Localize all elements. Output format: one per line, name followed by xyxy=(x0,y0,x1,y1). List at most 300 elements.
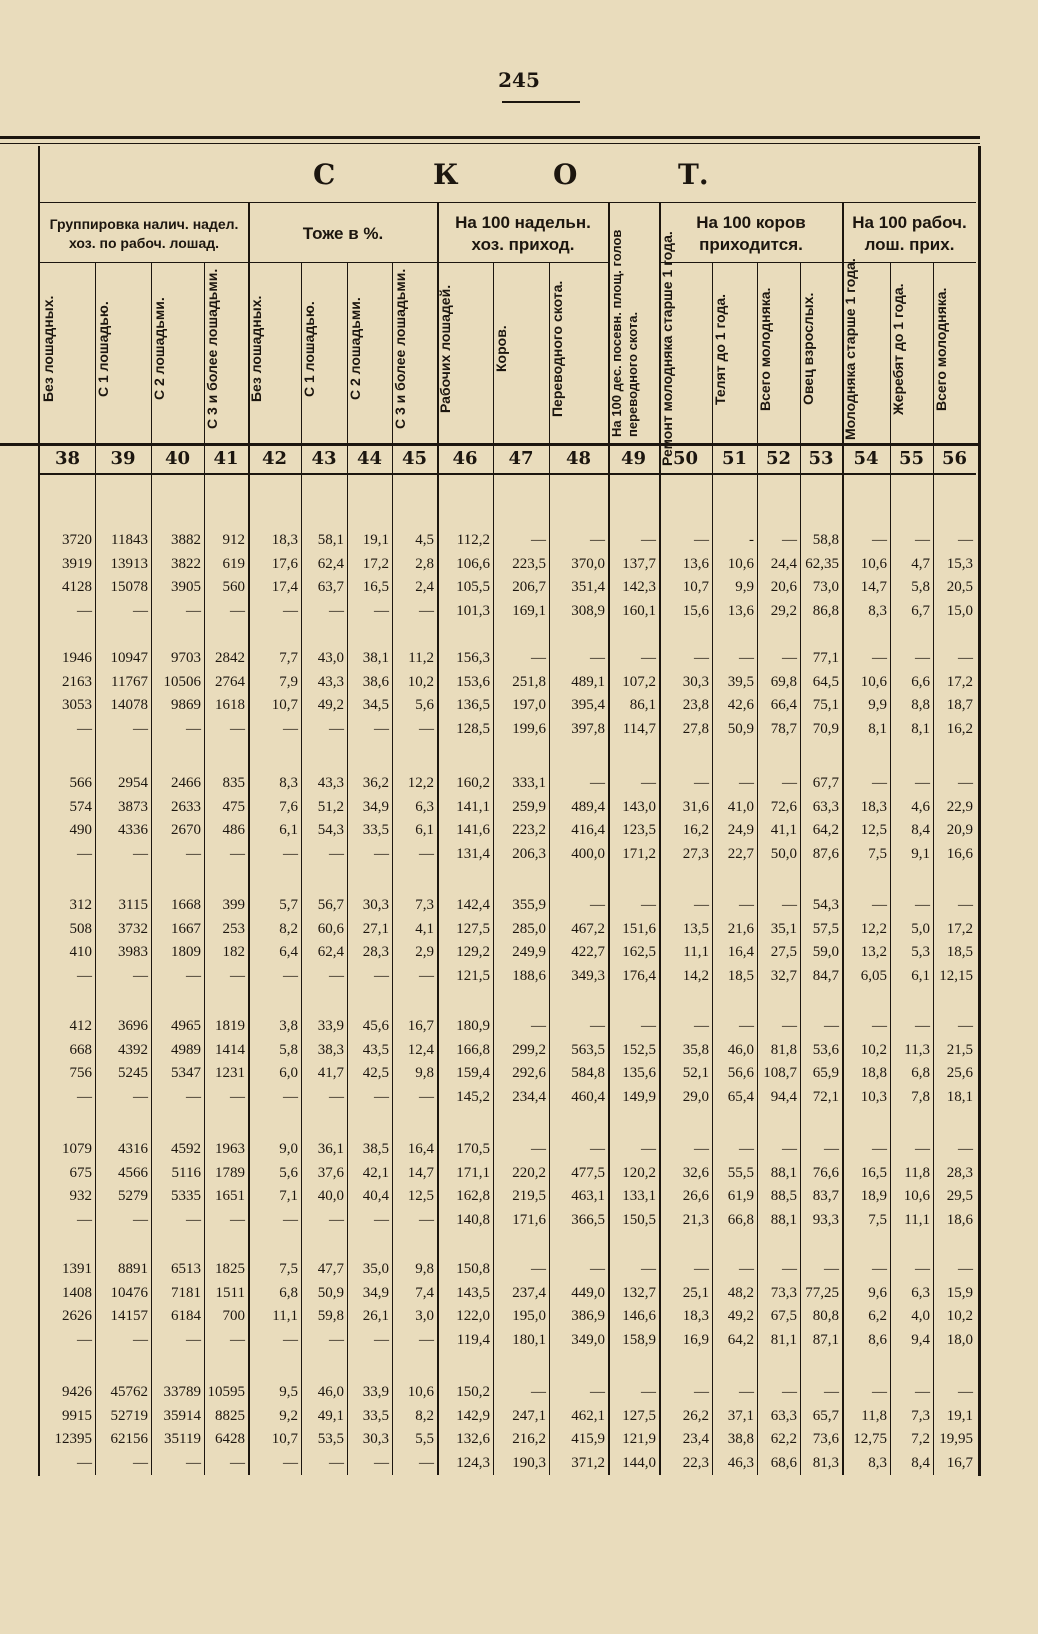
table-cell: 25,6 xyxy=(946,1065,973,1081)
table-cell: — xyxy=(374,1454,389,1471)
table-cell: — xyxy=(915,775,930,791)
table-cell: 912 xyxy=(222,532,245,548)
table-cell: — xyxy=(77,1331,92,1348)
table-cell: 180,9 xyxy=(456,1018,490,1034)
table-cell: 141,1 xyxy=(456,798,490,815)
table-cell: — xyxy=(590,650,605,666)
table-cell: 29,2 xyxy=(770,602,797,619)
table-cell: 8,4 xyxy=(911,822,930,838)
table-cell: 259,9 xyxy=(512,798,546,815)
table-cell: 416,4 xyxy=(571,822,605,838)
table-cell: 43,5 xyxy=(362,1041,389,1058)
table-cell: 21,3 xyxy=(682,1211,709,1228)
group-header-per-100-holdings: На 100 надельн. хоз. приход. xyxy=(438,203,608,263)
table-cell: 35,0 xyxy=(362,1261,389,1277)
table-cell: 463,1 xyxy=(571,1188,605,1204)
table-cell: 12395 xyxy=(54,1431,92,1447)
table-cell: 133,1 xyxy=(622,1188,656,1204)
table-cell: 18,3 xyxy=(860,798,887,815)
table-cell: 87,6 xyxy=(812,845,839,862)
column-number: 38 xyxy=(54,448,81,469)
table-cell: 1651 xyxy=(215,1188,245,1204)
column-header-50: Ремонт молодняка старше 1 года. xyxy=(659,231,675,467)
table-cell: — xyxy=(133,967,148,984)
table-cell: — xyxy=(283,1454,298,1471)
table-cell: 18,0 xyxy=(946,1331,973,1348)
table-cell: 142,9 xyxy=(456,1407,490,1424)
column-header-47: Коров. xyxy=(493,325,509,373)
table-cell: 12,2 xyxy=(860,920,887,937)
table-cell: 7,3 xyxy=(911,1407,930,1424)
table-cell: — xyxy=(419,967,434,984)
table-cell: 10506 xyxy=(163,673,201,690)
column-number: 52 xyxy=(765,448,792,469)
group-header-grouping: Группировка налич. надел. хоз. по рабоч. лошад. xyxy=(40,203,248,263)
column-number: 50 xyxy=(672,448,699,469)
table-cell: — xyxy=(531,1384,546,1400)
table-cell: — xyxy=(782,775,797,791)
table-cell: 14,7 xyxy=(860,579,887,595)
table-cell: 50,0 xyxy=(770,845,797,862)
table-cell: 36,1 xyxy=(317,1141,344,1157)
table-cell: 55,5 xyxy=(727,1164,754,1181)
table-cell: — xyxy=(958,897,973,913)
table-cell: 17,2 xyxy=(946,920,973,937)
table-cell: 7,7 xyxy=(279,650,298,666)
table-cell: 43,3 xyxy=(317,673,344,690)
table-cell: — xyxy=(77,1454,92,1471)
table-cell: 49,1 xyxy=(317,1407,344,1424)
table-cell: 34,9 xyxy=(362,1284,389,1301)
table-cell: 21,6 xyxy=(727,920,754,937)
table-cell: 668 xyxy=(69,1041,92,1058)
table-cell: — xyxy=(374,602,389,619)
table-cell: 251,8 xyxy=(512,673,546,690)
table-cell: 16,7 xyxy=(407,1018,434,1034)
top-rule xyxy=(0,136,980,139)
table-cell: 11843 xyxy=(111,532,148,548)
table-cell: 190,3 xyxy=(512,1454,546,1471)
table-cell: 3873 xyxy=(118,798,148,815)
table-cell: 5,7 xyxy=(279,897,298,913)
table-cell: 65,7 xyxy=(812,1407,839,1424)
table-cell: 1825 xyxy=(215,1261,245,1277)
table-cell: 1618 xyxy=(215,697,245,713)
table-cell: 9,2 xyxy=(279,1407,298,1424)
table-cell: 22,3 xyxy=(682,1454,709,1471)
column-header-53: Овец взрослых. xyxy=(800,292,816,406)
table-cell: — xyxy=(374,967,389,984)
column-header-40: С 2 лошадьми. xyxy=(151,297,167,401)
table-cell: 38,6 xyxy=(362,673,389,690)
column-header-52: Всего молодняка. xyxy=(757,287,773,411)
table-cell: 66,8 xyxy=(727,1211,754,1228)
table-cell: 131,4 xyxy=(456,845,490,862)
table-cell: — xyxy=(782,1141,797,1157)
table-cell: 39,5 xyxy=(727,673,754,690)
table-cell: 56,6 xyxy=(727,1065,754,1081)
column-number: 43 xyxy=(311,448,337,469)
table-cell: 10,7 xyxy=(271,697,298,713)
table-cell: 19,1 xyxy=(946,1407,973,1424)
table-cell: 50,9 xyxy=(727,720,754,737)
table-cell: 16,9 xyxy=(682,1331,709,1348)
table-cell: 162,5 xyxy=(622,944,656,960)
table-cell: 13,5 xyxy=(682,920,709,937)
table-cell: — xyxy=(419,1211,434,1228)
table-cell: 68,6 xyxy=(770,1454,797,1471)
table-cell: — xyxy=(283,602,298,619)
table-cell: 77,25 xyxy=(805,1284,839,1301)
table-cell: — xyxy=(133,1088,148,1105)
table-cell: 206,7 xyxy=(512,579,546,595)
table-cell: — xyxy=(824,1141,839,1157)
table-cell: — xyxy=(782,1261,797,1277)
table-cell: 4592 xyxy=(171,1141,201,1157)
table-cell: 1667 xyxy=(171,920,201,937)
table-cell: — xyxy=(77,602,92,619)
table-cell: 13,6 xyxy=(682,555,709,572)
table-cell: 247,1 xyxy=(512,1407,546,1424)
table-cell: — xyxy=(329,602,344,619)
table-cell: 6,8 xyxy=(279,1284,298,1301)
table-cell: 145,2 xyxy=(456,1088,490,1105)
table-cell: 3,8 xyxy=(279,1018,298,1034)
table-cell: 67,7 xyxy=(812,775,839,791)
table-cell: 355,9 xyxy=(512,897,546,913)
table-cell: 574 xyxy=(69,798,92,815)
table-cell: 69,8 xyxy=(770,673,797,690)
table-cell: 81,3 xyxy=(812,1454,839,1471)
table-cell: 10,7 xyxy=(271,1431,298,1447)
table-cell: 10,6 xyxy=(860,673,887,690)
table-cell: — xyxy=(694,650,709,666)
table-cell: 17,2 xyxy=(362,555,389,572)
column-header-38: Без лошадных. xyxy=(40,295,56,403)
table-cell: 6,1 xyxy=(911,967,930,984)
column-number: 44 xyxy=(356,448,383,469)
table-cell: 3696 xyxy=(118,1018,148,1034)
table-cell: 38,5 xyxy=(362,1141,389,1157)
table-cell: 160,2 xyxy=(456,775,490,791)
table-cell: 5245 xyxy=(118,1065,148,1081)
table-cell: 9869 xyxy=(171,697,201,713)
table-cell: — xyxy=(824,1384,839,1400)
table-cell: 17,2 xyxy=(946,673,973,690)
group-header-per-100-cows: На 100 коров приходится. xyxy=(660,203,842,263)
table-cell: 20,5 xyxy=(946,579,973,595)
table-cell: — xyxy=(872,897,887,913)
table-cell: 13,2 xyxy=(860,944,887,960)
table-cell: 19,95 xyxy=(939,1431,973,1447)
column-header-44: С 2 лошадьми. xyxy=(347,297,363,401)
table-cell: — xyxy=(133,1454,148,1471)
table-cell: 24,4 xyxy=(770,555,797,572)
table-cell: 176,4 xyxy=(622,967,656,984)
table-cell: 16,5 xyxy=(362,579,389,595)
table-cell: 9,9 xyxy=(868,697,887,713)
table-cell: 34,9 xyxy=(362,798,389,815)
title-letter: К xyxy=(433,158,459,191)
table-cell: 64,5 xyxy=(812,673,839,690)
table-cell: 508 xyxy=(69,920,92,937)
table-cell: 7,1 xyxy=(279,1188,298,1204)
table-cell: 18,5 xyxy=(727,967,754,984)
table-cell: 6,05 xyxy=(860,967,887,984)
table-cell: 151,6 xyxy=(622,920,656,937)
table-cell: 399 xyxy=(222,897,245,913)
table-cell: 72,1 xyxy=(812,1088,839,1105)
table-cell: 4392 xyxy=(118,1041,148,1058)
table-cell: 23,8 xyxy=(682,697,709,713)
table-cell: 16,5 xyxy=(860,1164,887,1181)
table-cell: 10,2 xyxy=(407,673,434,690)
table-cell: — xyxy=(872,532,887,548)
table-cell: — xyxy=(419,1454,434,1471)
table-cell: 1963 xyxy=(215,1141,245,1157)
table-cell: 58,1 xyxy=(317,532,344,548)
table-cell: 9703 xyxy=(171,650,201,666)
table-cell: 4965 xyxy=(171,1018,201,1034)
table-cell: 105,5 xyxy=(456,579,490,595)
table-cell: 3822 xyxy=(171,555,201,572)
table-cell: 566 xyxy=(69,775,92,791)
column-number: 42 xyxy=(261,448,288,469)
table-cell: — xyxy=(186,720,201,737)
table-cell: 3919 xyxy=(62,555,92,572)
table-cell: 253 xyxy=(222,920,245,937)
table-cell: — xyxy=(590,1261,605,1277)
table-cell: 13,6 xyxy=(727,602,754,619)
table-cell: — xyxy=(329,1331,344,1348)
table-cell: 3732 xyxy=(118,920,148,937)
table-cell: 4336 xyxy=(118,822,148,838)
table-cell: 59,0 xyxy=(812,944,839,960)
table-cell: — xyxy=(374,1211,389,1228)
table-cell: 33,9 xyxy=(317,1018,344,1034)
table-cell: — xyxy=(590,775,605,791)
table-cell: 410 xyxy=(69,944,92,960)
table-cell: 10,3 xyxy=(860,1088,887,1105)
table-cell: 8,3 xyxy=(868,602,887,619)
table-cell: — xyxy=(329,1211,344,1228)
table-cell: — xyxy=(531,650,546,666)
table-cell: 150,5 xyxy=(622,1211,656,1228)
table-cell: 5,6 xyxy=(415,697,434,713)
table-cell: 6,3 xyxy=(911,1284,930,1301)
table-cell: 46,0 xyxy=(727,1041,754,1058)
table-cell: 370,0 xyxy=(571,555,605,572)
table-cell: 171,2 xyxy=(622,845,656,862)
table-cell: 53,6 xyxy=(812,1041,839,1058)
table-cell: 400,0 xyxy=(571,845,605,862)
table-cell: — xyxy=(419,1331,434,1348)
table-cell: 2,9 xyxy=(415,944,434,960)
table-cell: 3905 xyxy=(171,579,201,595)
table-cell: — xyxy=(374,1331,389,1348)
table-cell: 88,5 xyxy=(770,1188,797,1204)
table-cell: 349,3 xyxy=(571,967,605,984)
table-cell: 8,1 xyxy=(868,720,887,737)
table-cell: 12,4 xyxy=(407,1041,434,1058)
table-cell: 18,9 xyxy=(860,1188,887,1204)
table-cell: 5347 xyxy=(171,1065,201,1081)
table-cell: 1668 xyxy=(171,897,201,913)
table-cell: 18,3 xyxy=(682,1308,709,1324)
table-cell: 2,8 xyxy=(415,555,434,572)
table-cell: 124,3 xyxy=(456,1454,490,1471)
table-cell: 700 xyxy=(222,1308,245,1324)
table-cell: 60,6 xyxy=(317,920,344,937)
table-cell: — xyxy=(958,1141,973,1157)
table-cell: 26,1 xyxy=(362,1308,389,1324)
table-cell: 41,0 xyxy=(727,798,754,815)
table-cell: 10,6 xyxy=(727,555,754,572)
table-cell: 8,4 xyxy=(911,1454,930,1471)
table-cell: 18,8 xyxy=(860,1065,887,1081)
table-cell: 53,5 xyxy=(317,1431,344,1447)
table-cell: — xyxy=(641,1384,656,1400)
table-cell: 6513 xyxy=(171,1261,201,1277)
table-cell: 50,9 xyxy=(317,1284,344,1301)
table-cell: 12,5 xyxy=(407,1188,434,1204)
table-cell: — xyxy=(641,532,656,548)
table-cell: 195,0 xyxy=(512,1308,546,1324)
table-cell: 171,1 xyxy=(456,1164,490,1181)
table-cell: 11767 xyxy=(111,673,148,690)
table-cell: 70,9 xyxy=(812,720,839,737)
table-cell: 6,0 xyxy=(279,1065,298,1081)
table-cell: 27,1 xyxy=(362,920,389,937)
table-cell: 2466 xyxy=(171,775,201,791)
table-cell: 83,7 xyxy=(812,1188,839,1204)
table-cell: 62,35 xyxy=(805,555,839,572)
table-cell: 7,3 xyxy=(415,897,434,913)
table-cell: 7,8 xyxy=(911,1088,930,1105)
table-cell: 35119 xyxy=(164,1431,201,1447)
table-cell: 6,1 xyxy=(415,822,434,838)
table-cell: 4,6 xyxy=(911,798,930,815)
table-cell: — xyxy=(915,532,930,548)
table-cell: 11,3 xyxy=(904,1041,930,1058)
table-cell: 395,4 xyxy=(571,697,605,713)
table-cell: 17,4 xyxy=(271,579,298,595)
table-cell: 199,6 xyxy=(512,720,546,737)
table-cell: 386,9 xyxy=(571,1308,605,1324)
table-cell: 486 xyxy=(222,822,245,838)
table-cell: 12,5 xyxy=(860,822,887,838)
table-cell: — xyxy=(872,650,887,666)
table-cell: 10,6 xyxy=(407,1384,434,1400)
table-cell: 5,3 xyxy=(911,944,930,960)
table-cell: 2,4 xyxy=(415,579,434,595)
table-cell: 27,3 xyxy=(682,845,709,862)
table-cell: 206,3 xyxy=(512,845,546,862)
table-cell: — xyxy=(915,1141,930,1157)
table-cell: — xyxy=(133,720,148,737)
table-cell: 2626 xyxy=(62,1308,92,1324)
column-header-51: Телят до 1 года. xyxy=(712,293,728,405)
table-cell: 11,8 xyxy=(904,1164,930,1181)
column-number: 53 xyxy=(808,448,834,469)
table-cell: 73,0 xyxy=(812,579,839,595)
table-cell: 32,6 xyxy=(682,1164,709,1181)
table-cell: 65,9 xyxy=(812,1065,839,1081)
table-cell: 223,2 xyxy=(512,822,546,838)
table-cell: 2633 xyxy=(171,798,201,815)
table-cell: 33,5 xyxy=(362,822,389,838)
table-cell: 106,6 xyxy=(456,555,490,572)
table-cell: — xyxy=(872,1384,887,1400)
table-cell: — xyxy=(133,845,148,862)
table-cell: 41,1 xyxy=(770,822,797,838)
table-cell: — xyxy=(186,967,201,984)
table-cell: 25,1 xyxy=(682,1284,709,1301)
table-cell: 285,0 xyxy=(512,920,546,937)
table-cell: — xyxy=(739,1384,754,1400)
table-cell: 122,0 xyxy=(456,1308,490,1324)
table-cell: 170,5 xyxy=(456,1141,490,1157)
table-cell: 9,4 xyxy=(911,1331,930,1348)
table-cell: 182 xyxy=(222,944,245,960)
table-cell: 2954 xyxy=(118,775,148,791)
table-cell: 40,0 xyxy=(317,1188,344,1204)
table-cell: 52719 xyxy=(110,1407,148,1424)
table-cell: 43,0 xyxy=(317,650,344,666)
table-cell: — xyxy=(186,1088,201,1105)
table-cell: 120,2 xyxy=(622,1164,656,1181)
table-cell: 3,0 xyxy=(415,1308,434,1324)
table-cell: 57,5 xyxy=(812,920,839,937)
table-cell: 54,3 xyxy=(317,822,344,838)
table-cell: 1079 xyxy=(62,1141,92,1157)
table-cell: 78,7 xyxy=(770,720,797,737)
table-cell: — xyxy=(824,1261,839,1277)
table-cell: 20,6 xyxy=(770,579,797,595)
table-cell: 144,0 xyxy=(622,1454,656,1471)
table-cell: — xyxy=(872,775,887,791)
table-cell: — xyxy=(133,602,148,619)
table-cell: 9915 xyxy=(62,1407,92,1424)
table-cell: 34,5 xyxy=(362,697,389,713)
table-cell: — xyxy=(739,1261,754,1277)
table-cell: 10476 xyxy=(110,1284,148,1301)
table-cell: 140,8 xyxy=(456,1211,490,1228)
header-bottom-rule xyxy=(0,443,980,446)
table-cell: — xyxy=(133,1331,148,1348)
table-cell: 27,5 xyxy=(770,944,797,960)
table-cell: 197,0 xyxy=(512,697,546,713)
table-cell: 560 xyxy=(222,579,245,595)
table-cell: 41,7 xyxy=(317,1065,344,1081)
table-cell: 292,6 xyxy=(512,1065,546,1081)
table-cell: 675 xyxy=(69,1164,92,1181)
table-cell: 397,8 xyxy=(571,720,605,737)
table-cell: — xyxy=(230,967,245,984)
column-header-55: Жеребят до 1 года. xyxy=(890,283,906,415)
table-cell: 619 xyxy=(222,555,245,572)
table-cell: 86,8 xyxy=(812,602,839,619)
table-cell: 15,0 xyxy=(946,602,973,619)
group-header-per-100-horses: На 100 рабоч. лош. прих. xyxy=(843,203,976,263)
table-cell: 6,4 xyxy=(279,944,298,960)
table-cell: 127,5 xyxy=(456,920,490,937)
table-cell: 16,2 xyxy=(946,720,973,737)
table-cell: 5116 xyxy=(171,1164,201,1181)
table-cell: 10,6 xyxy=(903,1188,930,1204)
table-cell: 135,6 xyxy=(622,1065,656,1081)
table-cell: — xyxy=(782,897,797,913)
